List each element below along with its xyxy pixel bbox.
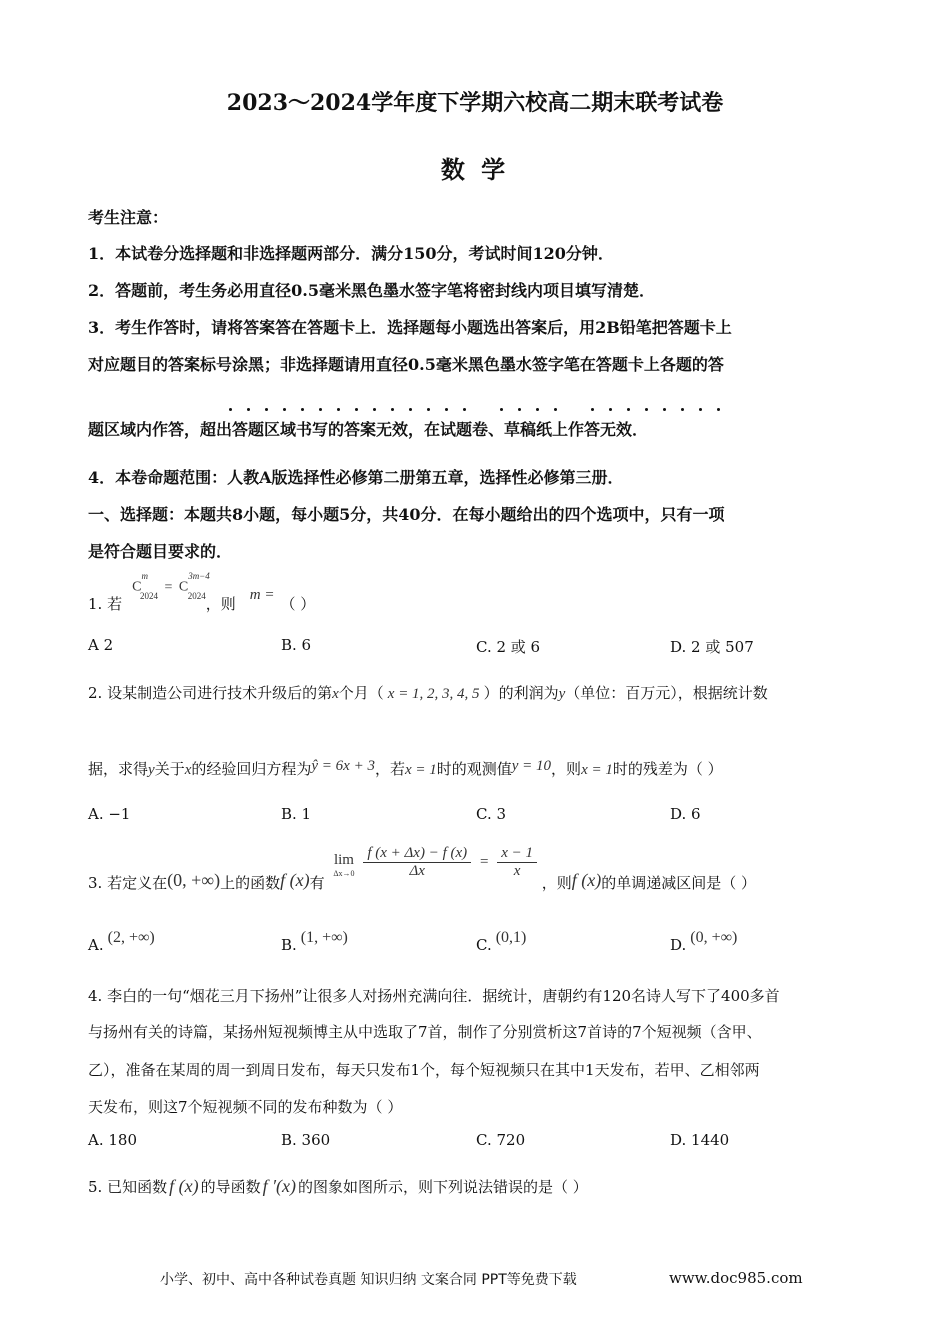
q1-option-b: B. 6 xyxy=(281,636,312,654)
notice-item-3-line-3: 题区域内作答，超出答题区域书写的答案无效，在试题卷、草稿纸上作答无效． xyxy=(88,420,649,439)
q3-option-d: D. (0, +∞) xyxy=(670,929,738,954)
q4-option-d: D. 1440 xyxy=(670,1131,730,1149)
subject-title: 数 学 xyxy=(440,155,510,184)
notice-heading: 考生注意： xyxy=(88,208,169,227)
footer-text: 小学、初中、高中各种试卷真题 知识归纳 文案合同 PPT等免费下载 xyxy=(160,1272,577,1288)
q3-option-c: C. (0,1) xyxy=(476,929,527,954)
notice-item-4: 4．本卷命题范围：人教A版选择性必修第二册第五章，选择性必修第三册． xyxy=(88,468,624,487)
notice-item-2: 2．答题前，考生务必用直径0.5毫米黑色墨水签字笔将密封线内项目填写清楚． xyxy=(88,281,655,300)
section-1-line-1: 一、选择题：本题共8小题，每小题5分，共40分．在每小题给出的四个选项中，只有一项 xyxy=(88,505,725,524)
q3-option-a: A. (2, +∞) xyxy=(88,929,155,954)
q4-option-c: C. 720 xyxy=(476,1131,526,1149)
q4-option-a: A. 180 xyxy=(88,1131,137,1149)
q2-option-d: D. 6 xyxy=(670,805,701,823)
section-1-line-2: 是符合题目要求的． xyxy=(88,542,233,561)
q3-option-b: B. (1, +∞) xyxy=(281,929,348,954)
q2-option-c: C. 3 xyxy=(476,805,507,823)
exam-title: 2023～2024学年度下学期六校高二期末联考试卷 xyxy=(226,90,724,116)
q1-option-a: A 2 xyxy=(88,636,114,654)
question-3-stem: 3. 若定义在(0, +∞)上的函数f (x)有 lim Δx→0 $\frac{f (x + \Delta x) - f (x)}{\Delta x}$ = $\frac{x - 1}{x}$ ，则f (x)的单调递减区间是（ ） xyxy=(88,844,757,892)
question-2-line-1: 2. 设某制造公司进行技术升级后的第x个月（ x = 1, 2, 3, 4, 5 ）的利润为y（单位：百万元），根据统计数 xyxy=(88,684,768,702)
notice-item-3-line-1: 3．考生作答时，请将答案答在答题卡上．选择题每小题选出答案后，用2B铅笔把答题卡上 xyxy=(88,318,732,337)
question-4-line-2: 与扬州有关的诗篇，某扬州短视频博主从中选取了7首，制作了分别赏析这7首诗的7个短视频（含甲、 xyxy=(88,1023,762,1041)
q1-option-c: C. 2 或 6 xyxy=(476,638,541,656)
question-4-line-3: 乙），准备在某周的周一到周日发布，每天只发布1个，每个短视频只在其中1天发布，若甲、乙相邻两 xyxy=(88,1061,760,1079)
question-1-stem: 1. 若$C^m_{2024} = C^{3m-4}_{2024}$，则 m = （ ） xyxy=(88,571,316,613)
notice-item-1: 1．本试卷分选择题和非选择题两部分．满分150分，考试时间120分钟． xyxy=(88,244,614,263)
question-4-line-4: 天发布，则这7个短视频不同的发布种数为（ ） xyxy=(88,1098,403,1116)
notice-item-3-line-2: 对应题目的答案标号涂黑；非选择题请用直径0.5毫米黑色墨水签字笔在答题卡上各题的答 xyxy=(88,355,724,374)
q4-option-b: B. 360 xyxy=(281,1131,331,1149)
q1-option-d: D. 2 或 507 xyxy=(670,638,754,656)
q2-option-b: B. 1 xyxy=(281,805,312,823)
footer-url[interactable]: www.doc985.com xyxy=(669,1269,803,1287)
q2-option-a: A. −1 xyxy=(88,805,131,823)
question-2-line-2: 据，求得y关于x的经验回归方程为ŷ = 6x + 3，若x = 1时的观测值y = 10，则x = 1时的残差为（ ） xyxy=(88,758,723,778)
question-5-stem: 5. 已知函数 f (x) 的导函数 f ′(x) 的图象如图所示，则下列说法错误的是（ ） xyxy=(88,1176,588,1196)
question-4-line-1: 4. 李白的一句“烟花三月下扬州”让很多人对扬州充满向往．据统计，唐朝约有120名诗人写下了400多首 xyxy=(88,987,780,1005)
